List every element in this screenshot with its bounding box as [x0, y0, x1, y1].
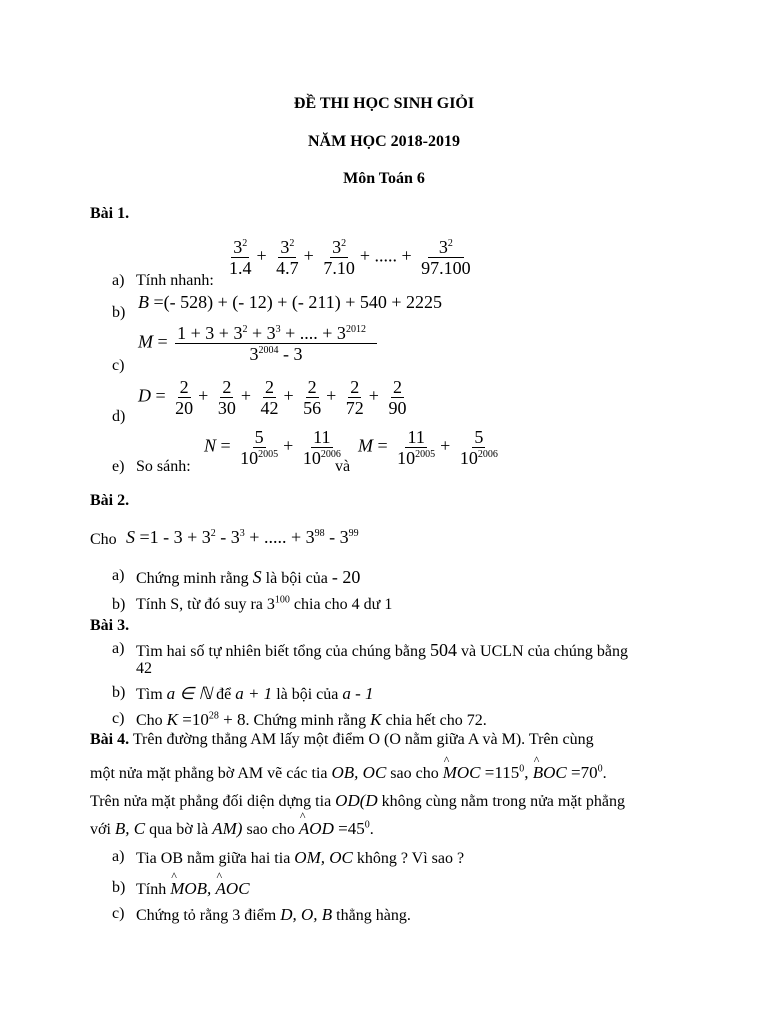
- bai2-b-expr: $3^{100}$: [266, 594, 290, 613]
- bai3-a-text2: và UCLN của chúng bằng: [460, 643, 629, 660]
- bai2-a-var: S: [252, 567, 262, 587]
- bai4-c-label: c): [112, 905, 125, 922]
- bai1-e-text: So sánh:: [136, 458, 191, 475]
- bai2-b-text2: chia cho 4 dư 1: [293, 596, 393, 613]
- bai2-cho: Cho: [90, 531, 117, 548]
- bai4-a-line: [136, 848, 464, 868]
- bai1-a-expr-text: [0, 0, 1, 1]
- bai4-line4-expr: ^ AOD $=45^0$: [299, 819, 370, 838]
- bai4-line4-a: với: [90, 821, 111, 838]
- bai4-line4-end: .: [369, 821, 374, 838]
- bai4-line2-rays: OB, OC: [331, 763, 387, 782]
- bai3-c-label: c): [112, 710, 125, 727]
- bai2-a-val: - 20: [331, 567, 361, 587]
- bai3-b-label: b): [112, 684, 126, 701]
- bai4-line4-c: sao cho: [246, 821, 295, 838]
- bai1-a-text: Tính nhanh:: [136, 272, 214, 289]
- bai1-e-expr-m: M = $\frac{11}{10^{2005}}$ + $\frac{5}{10^{2006}}$: [358, 427, 498, 468]
- bai3-b-text3: là bội của: [276, 686, 339, 703]
- bai1-a-label: a): [112, 272, 125, 289]
- bai2-s-expr: $S =1 - 3 + 3^2 - 3^3$ + ..... + $3^{98} - 3^{99}$: [126, 527, 359, 547]
- bai2-b-label: b): [112, 596, 126, 613]
- bai4-c-pts: D, O, B: [280, 905, 333, 924]
- exam-subject: Môn Toán 6: [343, 170, 425, 187]
- bai4-b-line: [136, 879, 250, 899]
- bai4-line3-a: Trên nửa mặt phẳng đối diện dựng tia: [90, 793, 332, 810]
- bai2-a-text2: là bội của: [265, 570, 328, 587]
- bai4-a-text2: không ? Vì sao ?: [356, 850, 465, 867]
- bai2-a-text1: Chứng minh rằng: [136, 570, 249, 587]
- bai3-b-expr2: a - 1: [342, 684, 374, 703]
- bai3-a-text1: Tìm hai số tự nhiên biết tổng của chúng bằng: [136, 643, 426, 660]
- bai2-a-label: a): [112, 567, 125, 584]
- bai3-b-expr1: a + 1: [235, 684, 273, 703]
- bai1-e-expr-n: N = $\frac{5}{10^{2005}}$ + $\frac{11}{10^{2006}}$: [204, 427, 341, 468]
- bai4-b-text: Tính: [136, 881, 167, 898]
- bai2-heading: Bài 2.: [90, 492, 130, 509]
- exam-year: NĂM HỌC 2018-2019: [308, 133, 460, 150]
- bai1-d-label: d): [112, 408, 126, 425]
- bai3-heading: Bài 3.: [90, 617, 130, 634]
- bai4-line2-expr: ^ MOC $=115^0$, ^ BOC $=70^0$: [443, 763, 603, 782]
- bai3-a-label: a): [112, 640, 125, 657]
- bai4-line2-end: .: [602, 765, 607, 782]
- bai1-e-and: và: [335, 458, 351, 475]
- bai3-c-line: [136, 710, 487, 730]
- bai4-line3-b: không cùng nằm trong nửa mặt phẳng: [381, 793, 625, 810]
- bai2-b-line: [136, 596, 392, 614]
- exam-title: ĐỀ THI HỌC SINH GIỎI: [293, 95, 475, 112]
- bai4-line4: [90, 819, 374, 839]
- bai4-c-text2: thẳng hàng.: [336, 907, 411, 924]
- bai3-b-line: [136, 684, 374, 704]
- bai1-heading: Bài 1.: [90, 205, 130, 222]
- bai4-a-label: a): [112, 848, 125, 865]
- bai4-line4-b: qua bờ là: [149, 821, 209, 838]
- bai4-line1-text: Trên đường thẳng AM lấy một điểm O (O nằm giữa A và M). Trên cùng: [132, 731, 594, 748]
- bai3-c-text2: . Chứng minh rằng: [245, 712, 367, 729]
- bai1-c-label: c): [112, 357, 125, 374]
- bai2-b-text1: Tính S, từ đó suy ra: [136, 596, 263, 613]
- bai4-line4-pts: B, C: [114, 819, 146, 838]
- bai1-d-expr: D = $\frac{2}{20}$ + $\frac{2}{30}$ + $\frac{2}{42}$ + $\frac{2}{56}$ + $\frac{2}{72}$ + $\frac{2}{90}$: [138, 377, 407, 418]
- bai4-line2-a: một nửa mặt phẳng bờ AM vẽ các tia: [90, 765, 328, 782]
- bai3-a-text3: 42: [136, 660, 152, 677]
- bai4-line2-b: sao cho: [390, 765, 439, 782]
- bai4-b-label: b): [112, 879, 126, 896]
- bai1-a-expr: $\frac{3^2}{1.4}$ + $\frac{3^2}{4.7}$ + $\frac{3^2}{7.10}$ + ..... + $\frac{3^2}{97.100}$: [229, 237, 471, 278]
- bai3-a-line: [136, 640, 628, 661]
- bai4-line3-expr: OD(D: [335, 791, 378, 810]
- bai4-a-text1: Tia OB nằm giữa hai tia: [136, 850, 291, 867]
- bai3-c-text1: Cho: [136, 712, 163, 729]
- bai3-b-text2: để: [216, 686, 232, 703]
- bai4-line4-am: AM): [212, 819, 243, 838]
- bai3-c-text3: chia hết cho 72.: [385, 712, 487, 729]
- bai1-b-label: b): [112, 304, 126, 321]
- bai4-line1: [90, 731, 594, 749]
- bai3-c-expr: $K =10^{28} + 8$: [166, 710, 246, 729]
- bai4-line3: [90, 791, 625, 811]
- bai4-c-line: [136, 905, 411, 925]
- bai4-a-rays: OM, OC: [294, 848, 353, 867]
- bai3-a-val: 504: [429, 640, 457, 660]
- bai4-b-expr: ^ MOB, ^ AOC: [170, 879, 249, 898]
- bai1-c-expr: M = $\frac{1 + 3 + 3^2 + 3^3 + .... + 3^{2012}}{3^{2004} - 3}$: [138, 324, 380, 363]
- bai3-c-var: K: [370, 710, 382, 729]
- bai4-line2: [90, 763, 607, 783]
- bai4-heading: Bài 4.: [90, 731, 130, 748]
- bai1-e-label: e): [112, 458, 125, 475]
- bai4-c-text1: Chứng tỏ rằng 3 điểm: [136, 907, 277, 924]
- bai3-b-cond: a ∈ ℕ: [166, 684, 213, 703]
- bai3-b-text1: Tìm: [136, 686, 163, 703]
- bai1-b-expr: B =(- 528) + (- 12) + (- 211) + 540 + 2225: [138, 292, 443, 312]
- bai2-a-line: [136, 567, 360, 588]
